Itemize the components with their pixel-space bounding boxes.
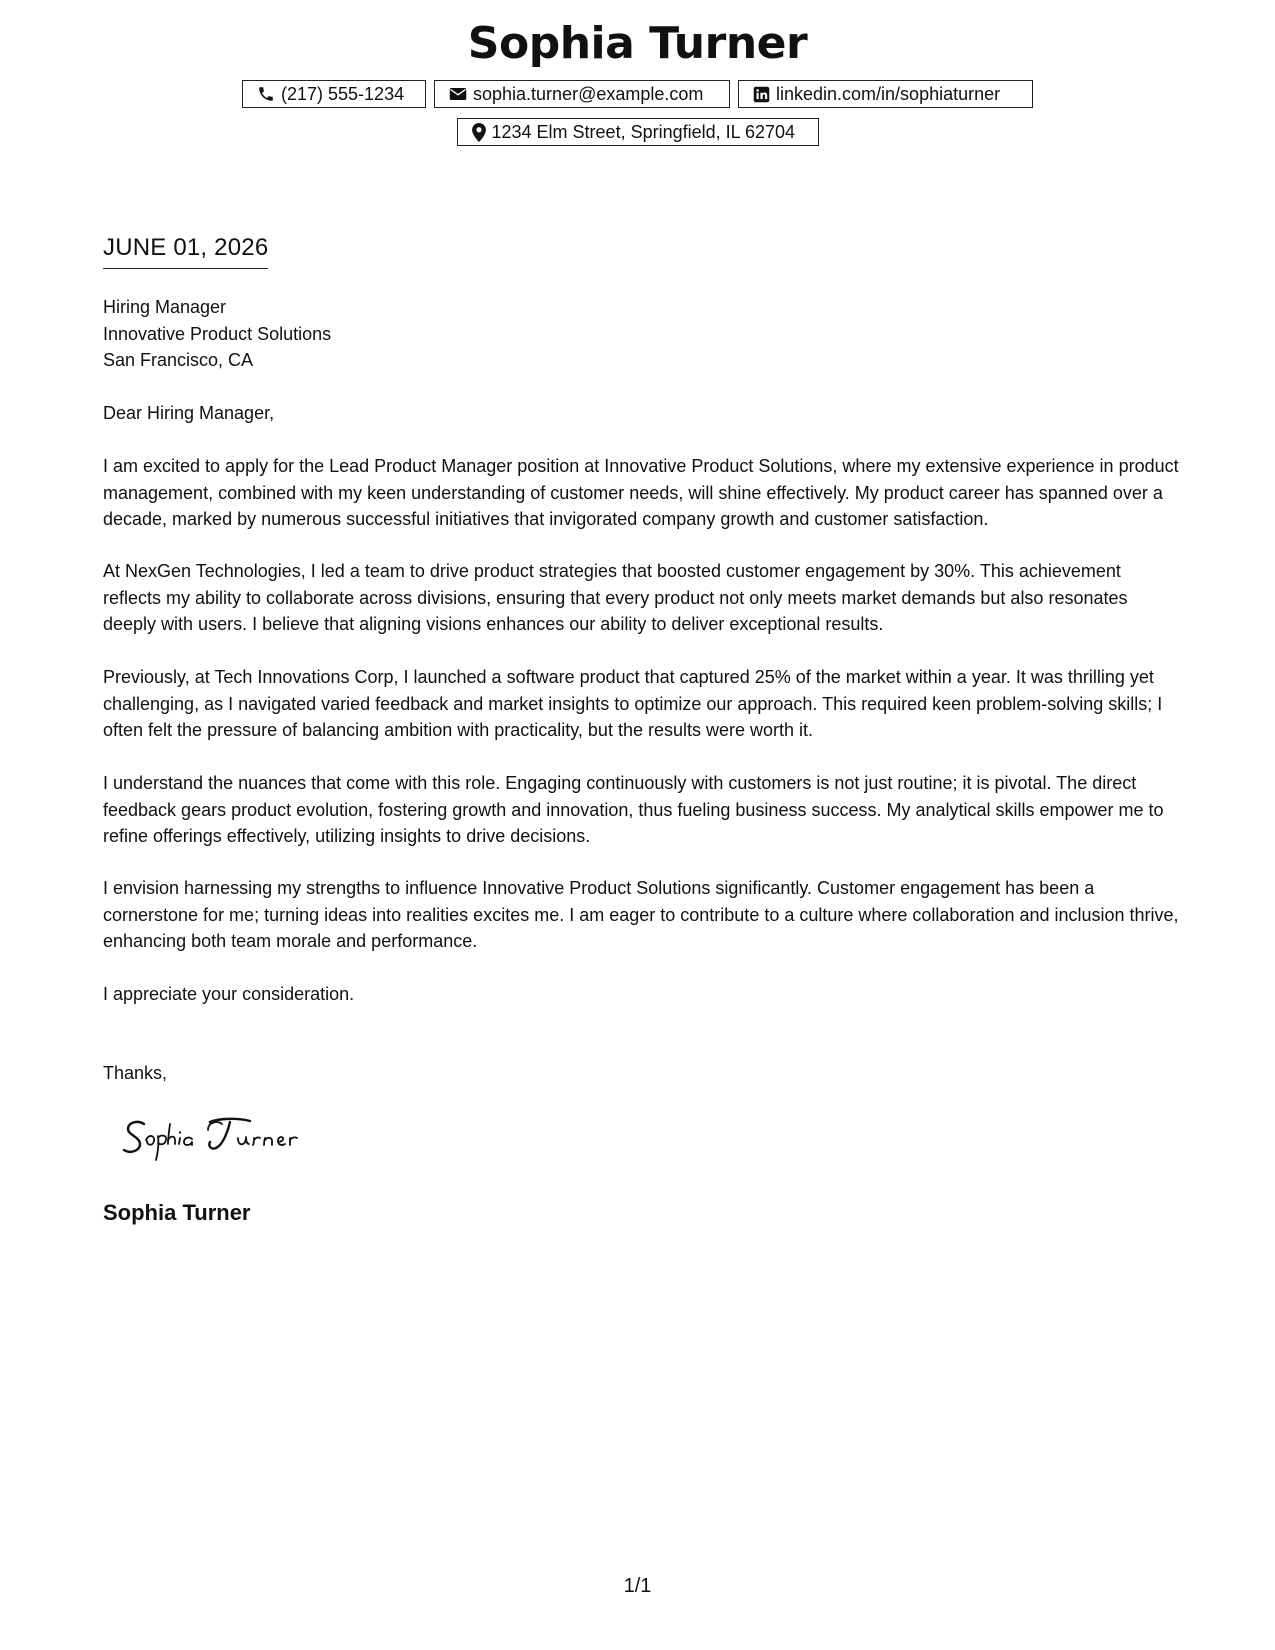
signer-name: Sophia Turner xyxy=(103,1200,251,1225)
recipient-title: Hiring Manager xyxy=(103,297,227,317)
email-contact[interactable] xyxy=(434,80,730,108)
linkedin-icon xyxy=(753,86,770,103)
body-paragraph: At NexGen Technologies, I led a team to drive product strategies that boosted customer engagement by 30%. This achievement reflects my ability to collaborate across divisions, ensuring that every product not only meets market demands but also resonates deeply with users. I believe that aligning visions enhances our ability to deliver exceptional results. xyxy=(103,561,1128,634)
closing-line: I appreciate your consideration. xyxy=(103,984,355,1004)
linkedin-url: linkedin.com/in/sophiaturner xyxy=(776,83,1001,104)
body-paragraph: Previously, at Tech Innovations Corp, I launched a software product that captured 25% of the market within a year. It was thrilling yet challenging, as I navigated varied feedback and market insights to optimize our approach. This required keen problem-solving skills; I often felt the pressure of balancing ambition with practicality, but the results were worth it. xyxy=(103,667,1163,740)
contact-row xyxy=(0,80,1275,108)
letter-date: JUNE 01, 2026 xyxy=(103,234,268,269)
envelope-icon xyxy=(449,86,467,102)
phone-contact[interactable] xyxy=(242,80,426,108)
map-pin-icon xyxy=(472,123,486,142)
phone-number: (217) 555-1234 xyxy=(281,83,405,104)
linkedin-contact[interactable] xyxy=(738,80,1033,108)
address-row xyxy=(0,118,1275,146)
street-address: 1234 Elm Street, Springfield, IL 62704 xyxy=(491,121,796,142)
handwritten-signature xyxy=(118,1110,348,1172)
email-address: sophia.turner@example.com xyxy=(473,83,704,104)
recipient-company: Innovative Product Solutions xyxy=(103,323,332,344)
salutation: Dear Hiring Manager, xyxy=(103,403,275,423)
applicant-name-heading: Sophia Turner xyxy=(467,18,808,69)
recipient-block xyxy=(103,294,331,374)
body-paragraph: I understand the nuances that come with this role. Engaging continuously with customers is not just routine; it is pivotal. The direct feedback gears product evolution, fostering growth and innovation, thus fueling business success. My analytical skills empower me to refine offerings effectively, utilizing insights to drive decisions. xyxy=(103,773,1164,846)
recipient-location: San Francisco, CA xyxy=(103,350,254,370)
phone-icon xyxy=(257,85,275,103)
signoff: Thanks, xyxy=(103,1063,168,1083)
address-contact[interactable] xyxy=(457,118,819,146)
body-paragraph: I envision harnessing my strengths to influence Innovative Product Solutions significantly. Customer engagement has been a cornerstone for me; turning ideas into realities excites me. I am eager to contribute to a culture where collaboration and inclusion thrive, enhancing both team morale and performance. xyxy=(103,878,1179,951)
page-number: 1/1 xyxy=(623,1575,652,1597)
body-paragraph: I am excited to apply for the Lead Product Manager position at Innovative Product Solutions, where my extensive experience in product management, combined with my keen understanding of customer needs, will shine effectively. My product career has spanned over a decade, marked by numerous successful initiatives that invigorated company growth and customer satisfaction. xyxy=(103,456,1179,529)
